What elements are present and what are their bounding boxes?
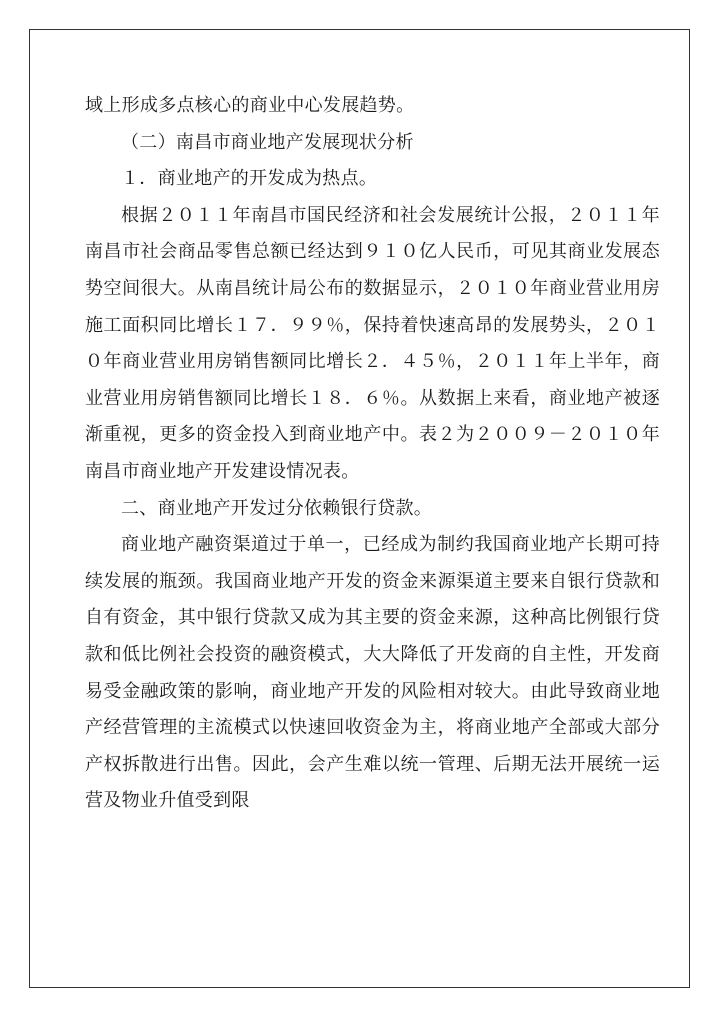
paragraph-financing: 商业地产融资渠道过于单一，已经成为制约我国商业地产长期可持续发展的瓶颈。我国商业地产开发的资金来源渠道主要来自银行贷款和自有资金，其中银行贷款又成为其主要的资金来源，这种高比例银行贷款和低比例社会投资的融资模式，大大降低了开发商的自主性，开发商易受金融政策的影响，商业地产开发的风险相对较大。由此导致商业地产经营管理的主流模式以快速回收资金为主，将商业地产全部或大部分产权拆散进行出售。因此，会产生难以统一管理、后期无法开展统一运营及物业升值受到限 xyxy=(85,534,660,812)
paragraph-continuation: 域上形成多点核心的商业中心发展趋势。 xyxy=(85,95,415,116)
section-heading-nanchang-status: （二）南昌市商业地产发展现状分析 xyxy=(121,131,414,153)
paragraph-statistics: 根据２０１１年南昌市国民经济和社会发展统计公报，２０１１年南昌市社会商品零售总额已经达到９１０亿人民币，可见其商业发展态势空间很大。从南昌统计局公布的数据显示，２０１０年商业营业用房施工面积同比增长１７．９９％，保持着快速高昂的发展势头，２０１０年商业营业用房销售额同比增长２．４５％，２０１１年上半年，商业营业用房销售额同比增长１８．６％。从数据上来看，商业地产被逐渐重视，更多的资金投入到商业地产中。表２为２００９－２０１０年南昌市商业地产开发建设情况表。 xyxy=(85,204,660,482)
subsection-heading-bank-loans: 二、商业地产开发过分依赖银行贷款。 xyxy=(121,497,433,519)
subsection-heading-development-hotspot: １．商业地产的开发成为热点。 xyxy=(121,168,378,190)
document-body xyxy=(85,88,660,820)
